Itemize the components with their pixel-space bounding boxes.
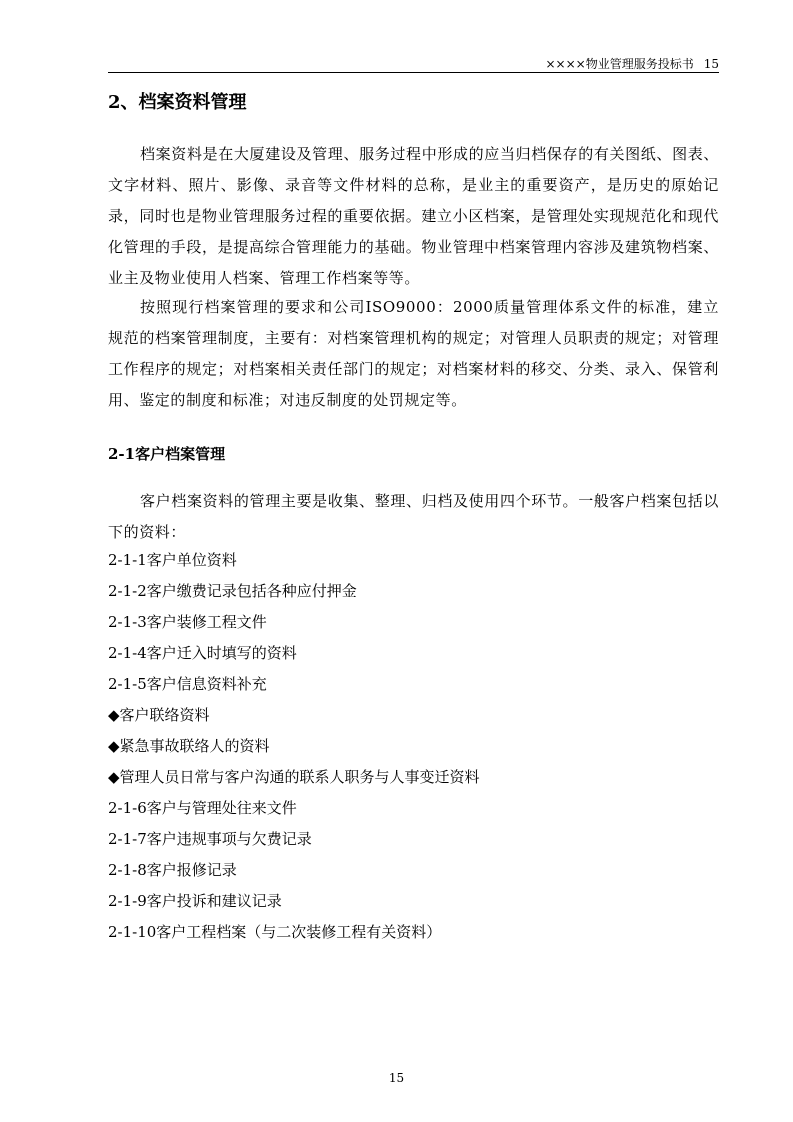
list-item: 2-1-6客户与管理处往来文件 bbox=[108, 799, 297, 817]
list-item: ◆紧急事故联络人的资料 bbox=[108, 737, 270, 755]
list-item: 2-1-2客户缴费记录包括各种应付押金 bbox=[108, 582, 357, 600]
subsection-intro: 客户档案资料的管理主要是收集、整理、归档及使用四个环节。一般客户档案包括以下的资料： bbox=[108, 492, 719, 541]
header-page-number: 15 bbox=[703, 57, 719, 71]
list-item: 2-1-3客户装修工程文件 bbox=[108, 613, 267, 631]
list-item: ◆管理人员日常与客户沟通的联系人职务与人事变迁资料 bbox=[108, 768, 480, 786]
list-item: 2-1-7客户违规事项与欠费记录 bbox=[108, 830, 312, 848]
list-item: 2-1-1客户单位资料 bbox=[108, 551, 237, 569]
list-item: 2-1-5客户信息资料补充 bbox=[108, 675, 267, 693]
section-paragraph: 档案资料是在大厦建设及管理、服务过程中形成的应当归档保存的有关图纸、图表、文字材料、照片、影像、录音等文件材料的总称，是业主的重要资产，是历史的原始记录，同时也是物业管理服务过程的重要依据。建立小区档案，是管理处实现规范化和现代化管理的手段，是提高综合管理能力的基础。物业管理中档案管理内容涉及建筑物档案、业主及物业使用人档案、管理工作档案等等。 bbox=[108, 145, 719, 287]
list-item: 2-1-9客户投诉和建议记录 bbox=[108, 892, 282, 910]
list-item: 2-1-10客户工程档案（与二次装修工程有关资料） bbox=[108, 923, 442, 941]
list-item: 2-1-8客户报修记录 bbox=[108, 861, 237, 879]
list-item: 2-1-4客户迁入时填写的资料 bbox=[108, 644, 297, 662]
archive-item-list bbox=[108, 545, 719, 948]
footer-page-number: 15 bbox=[388, 1071, 405, 1085]
header-divider bbox=[108, 72, 719, 73]
section-heading: 2、档案资料管理 bbox=[108, 92, 247, 113]
section-paragraph: 按照现行档案管理的要求和公司ISO9000：2000质量管理体系文件的标准，建立规范的档案管理制度，主要有：对档案管理机构的规定；对管理人员职责的规定；对管理工作程序的规定；对档案相关责任部门的规定；对档案材料的移交、分类、录入、保管利用、鉴定的制度和标准；对违反制度的处罚规定等。 bbox=[108, 298, 719, 409]
subsection-heading: 2-1客户档案管理 bbox=[108, 445, 226, 463]
list-item: ◆客户联络资料 bbox=[108, 706, 210, 724]
header-title: ××××物业管理服务投标书 bbox=[545, 57, 694, 71]
page-footer bbox=[0, 1070, 793, 1086]
page-header bbox=[108, 56, 719, 72]
